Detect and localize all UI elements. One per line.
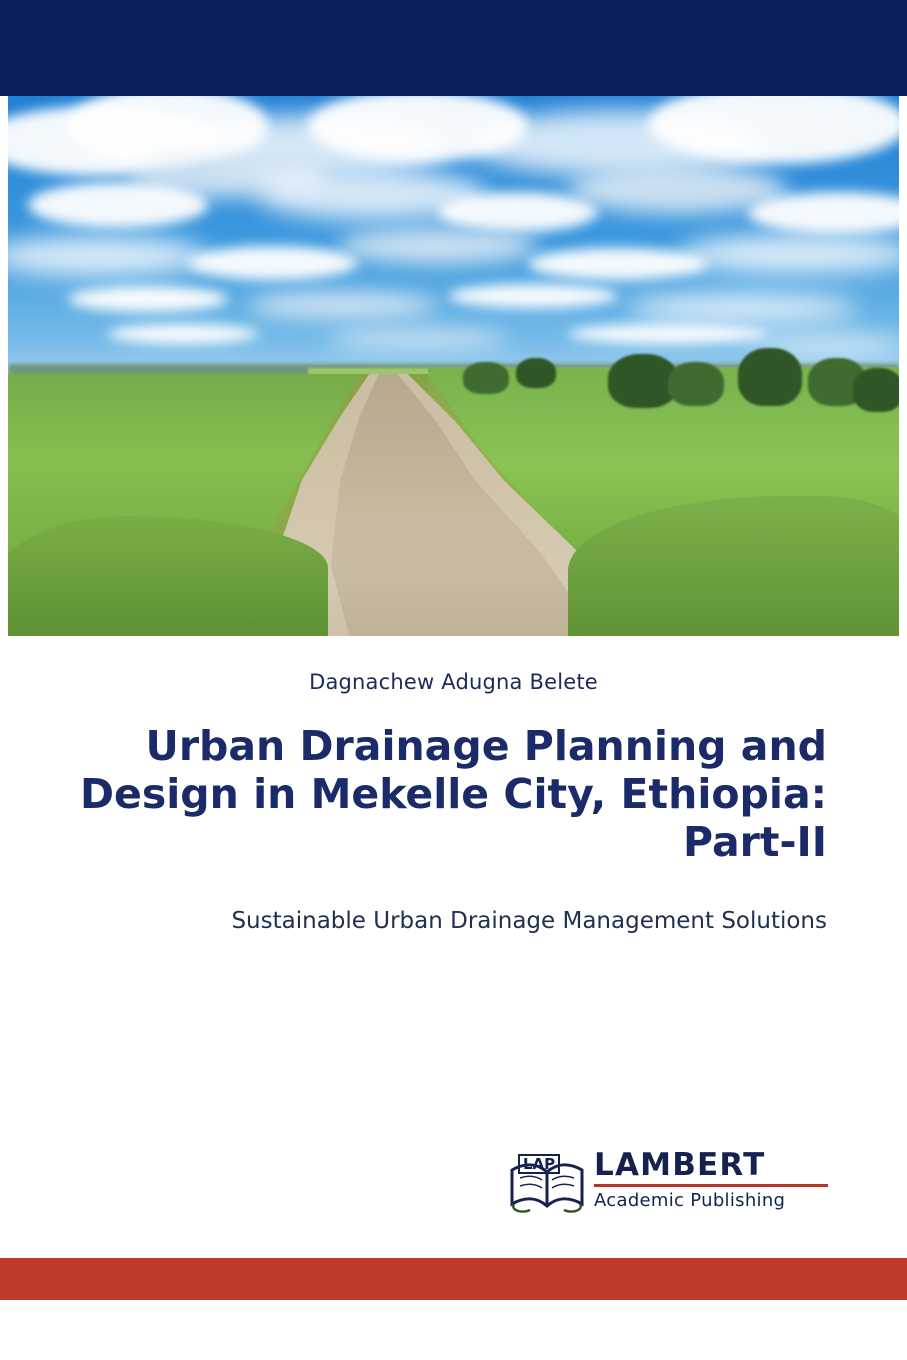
tree [668, 362, 724, 406]
tree [853, 368, 899, 412]
publisher-tagline: Academic Publishing [594, 1190, 786, 1211]
book-title: Urban Drainage Planning and Design in Mekelle City, Ethiopia: Part-II [80, 722, 828, 866]
publisher-text [594, 1148, 828, 1211]
open-book-icon [508, 1154, 586, 1216]
publisher-logo [508, 1148, 828, 1226]
bottom-color-band [0, 1258, 907, 1300]
logo-divider [594, 1184, 828, 1187]
book-subtitle: Sustainable Urban Drainage Management Solutions [231, 908, 827, 934]
cover-photo [8, 96, 899, 636]
publisher-name: LAMBERT [594, 1147, 766, 1183]
top-color-band [0, 0, 907, 96]
left-grass-verge [8, 516, 328, 636]
publisher-badge: LAP [518, 1154, 560, 1174]
tree [738, 348, 802, 406]
cover-image-frame [8, 96, 899, 636]
author-name: Dagnachew Adugna Belete [309, 670, 598, 694]
bottom-margin [0, 1300, 907, 1360]
